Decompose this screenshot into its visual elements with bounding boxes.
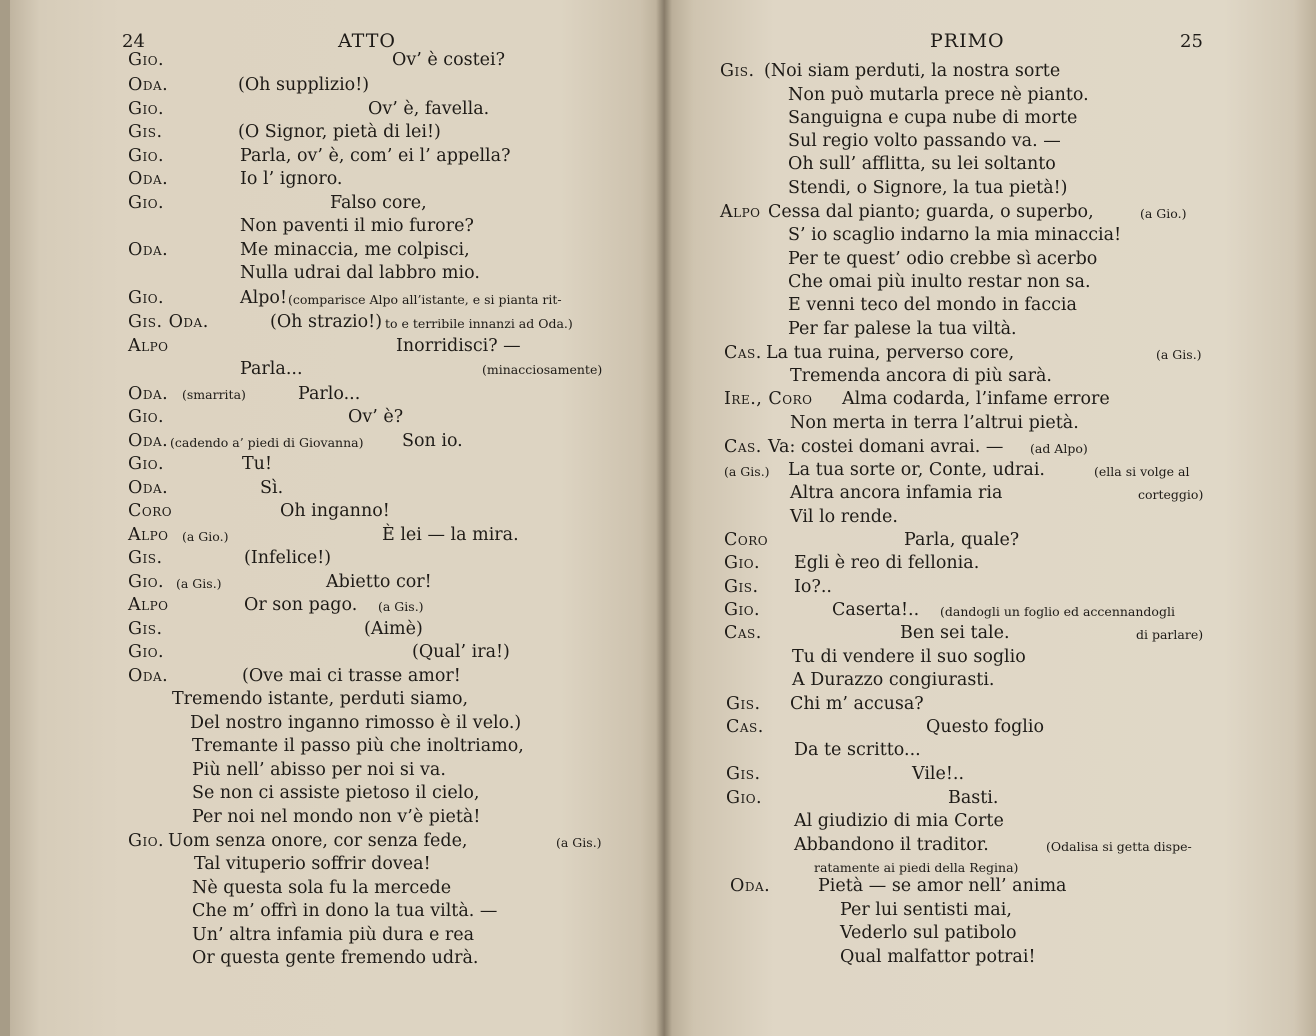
speaker-name: Gio.: [128, 99, 165, 119]
page-edge: [0, 0, 10, 1036]
dialogue-text: Questo foglio: [926, 717, 1045, 737]
dialogue-text: Oh inganno!: [280, 501, 390, 521]
dialogue-text: Or son pago.: [244, 595, 358, 615]
stage-direction: (minacciosamente): [482, 362, 603, 377]
speaker-name: Coro: [724, 530, 769, 550]
dialogue-text: (Oh supplizio!): [238, 75, 370, 95]
dialogue-text: Va: costei domani avrai. —: [768, 437, 1004, 457]
dialogue-text: (O Signor, pietà di lei!): [238, 122, 441, 142]
script-line: [720, 201, 761, 224]
stage-direction: (a Gio.): [1140, 206, 1187, 221]
dialogue-text: Alpo!: [240, 288, 288, 308]
dialogue-text: Nulla udrai dal labbro mio.: [240, 263, 480, 283]
dialogue-text: Al giudizio di mia Corte: [794, 811, 1004, 831]
speaker-name: Gio.: [128, 642, 165, 662]
speaker-name: Gio.: [128, 407, 165, 427]
script-line: [720, 60, 755, 83]
right-running-header: PRIMO: [930, 30, 1005, 52]
script-line: [128, 168, 168, 191]
dialogue-text: Chi m’ accusa?: [790, 694, 924, 714]
speaker-name: Oda.: [128, 384, 169, 404]
script-line: [128, 830, 164, 853]
left-page-number: 24: [122, 31, 145, 52]
dialogue-text: S’ io scaglio indarno la mia minaccia!: [788, 225, 1122, 245]
stage-direction: (a Gio.): [182, 529, 229, 544]
dialogue-text: Caserta!..: [832, 600, 920, 620]
script-line: [128, 49, 164, 72]
right-page: [664, 0, 1316, 1036]
stage-direction: (ad Alpo): [1030, 441, 1088, 456]
dialogue-text: Ov’ è costei?: [392, 50, 505, 70]
dialogue-text: Tu!: [242, 454, 272, 474]
speaker-name: Gio.: [128, 193, 165, 213]
script-line: [128, 524, 169, 547]
dialogue-text: Che omai più inulto restar non sa.: [788, 272, 1091, 292]
dialogue-text: Da te scritto...: [794, 740, 921, 760]
script-line: [128, 335, 169, 358]
speaker-name: Gio.: [724, 553, 761, 573]
script-line: [128, 500, 172, 523]
dialogue-text: Ov’ è?: [348, 407, 404, 427]
dialogue-text: Falso core,: [330, 193, 427, 213]
stage-direction: to e terribile innanzi ad Oda.): [385, 316, 573, 331]
script-line: [724, 599, 760, 622]
dialogue-text: Io?..: [794, 577, 832, 597]
script-line: [128, 239, 168, 262]
dialogue-text: Alma codarda, l’infame errore: [842, 389, 1110, 409]
script-line: [128, 430, 168, 453]
dialogue-text: Cessa dal pianto; guarda, o superbo,: [768, 202, 1094, 222]
stage-direction: (dandogli un foglio ed accennandogli: [940, 604, 1175, 619]
script-line: [724, 576, 759, 599]
dialogue-text: Sanguigna e cupa nube di morte: [788, 108, 1078, 128]
speaker-name: Cas.: [726, 717, 764, 737]
speaker-name: Gis.: [724, 577, 759, 597]
right-page-number: 25: [1180, 31, 1203, 52]
stage-direction: di parlare): [1136, 627, 1204, 642]
script-line: [128, 98, 164, 121]
script-line: [128, 383, 168, 406]
script-line: [128, 121, 163, 144]
speaker-name: Gis.: [726, 764, 761, 784]
dialogue-text: (Oh strazio!): [270, 312, 383, 332]
dialogue-text: Or questa gente fremendo udrà.: [192, 948, 479, 968]
dialogue-text: (Ove mai ci trasse amor!: [242, 666, 461, 686]
dialogue-text: Egli è reo di fellonia.: [794, 553, 980, 573]
script-line: [128, 571, 164, 594]
speaker-name: Alpo: [128, 595, 169, 615]
stage-direction: (cadendo a’ piedi di Giovanna): [170, 435, 364, 450]
script-line: [730, 875, 770, 898]
script-line: [726, 716, 764, 739]
script-line: [128, 287, 164, 310]
dialogue-text: Del nostro inganno rimosso è il velo.): [190, 713, 522, 733]
speaker-name: Ire., Coro: [724, 389, 813, 409]
dialogue-text: A Durazzo congiurasti.: [792, 670, 995, 690]
speaker-name: Alpo: [128, 525, 169, 545]
stage-direction: (a Gis.): [556, 835, 602, 850]
dialogue-text: Nè questa sola fu la mercede: [192, 878, 452, 898]
dialogue-text: Non può mutarla prece nè pianto.: [788, 85, 1089, 105]
script-line: [726, 693, 761, 716]
script-line: [128, 594, 169, 617]
dialogue-text: La tua ruina, perverso core,: [766, 343, 1015, 363]
dialogue-text: Sì.: [260, 478, 284, 498]
script-line: [128, 192, 164, 215]
dialogue-text: (Qual’ ira!): [412, 642, 510, 662]
speaker-name: Gis.: [726, 694, 761, 714]
dialogue-text: Che m’ offrì in dono la tua viltà. —: [192, 901, 498, 921]
script-line: [128, 453, 164, 476]
script-line: [128, 74, 168, 97]
dialogue-text: E venni teco del mondo in faccia: [788, 295, 1077, 315]
dialogue-text: È lei — la mira.: [382, 525, 519, 545]
dialogue-text: Basti.: [948, 788, 999, 808]
dialogue-text: Inorridisci? —: [396, 336, 521, 356]
speaker-name: Oda.: [128, 240, 169, 260]
speaker-name: Coro: [128, 501, 173, 521]
script-line: [128, 406, 164, 429]
dialogue-text: Pietà — se amor nell’ anima: [818, 876, 1067, 896]
speaker-name: Alpo: [720, 202, 761, 222]
dialogue-text: Parla, ov’ è, com’ ei l’ appella?: [240, 146, 511, 166]
dialogue-text: Tremenda ancora di più sarà.: [790, 366, 1052, 386]
dialogue-text: Abietto cor!: [326, 572, 432, 592]
stage-direction: (Odalisa si getta dispe-: [1046, 839, 1192, 854]
stage-direction: (a Gis.): [176, 576, 222, 591]
speaker-name: Oda.: [730, 876, 771, 896]
dialogue-text: Ben sei tale.: [900, 623, 1010, 643]
dialogue-text: Qual malfattor potrai!: [840, 947, 1036, 967]
speaker-name: Gis.: [128, 122, 163, 142]
dialogue-text: Per lui sentisti mai,: [840, 900, 1012, 920]
dialogue-text: Vil lo rende.: [790, 507, 898, 527]
speaker-name: Gio.: [724, 600, 761, 620]
speaker-name: Oda.: [128, 431, 169, 451]
dialogue-text: Vederlo sul patibolo: [840, 923, 1017, 943]
dialogue-text: (Noi siam perduti, la nostra sorte: [764, 61, 1061, 81]
dialogue-text: Per te quest’ odio crebbe sì acerbo: [788, 249, 1098, 269]
script-line: [726, 763, 761, 786]
book-gutter: [656, 0, 672, 1036]
speaker-name: Oda.: [128, 75, 169, 95]
speaker-name: Gis.: [720, 61, 755, 81]
speaker-name: Gis. Oda.: [128, 312, 209, 332]
dialogue-text: Stendi, o Signore, la tua pietà!): [788, 178, 1068, 198]
dialogue-text: Oh sull’ afflitta, su lei soltanto: [788, 154, 1056, 174]
speaker-name: Gio.: [128, 146, 165, 166]
stage-direction: corteggio): [1138, 487, 1204, 502]
speaker-name: Gis.: [128, 548, 163, 568]
script-line: [724, 622, 762, 645]
script-line: [724, 342, 762, 365]
dialogue-text: Io l’ ignoro.: [240, 169, 343, 189]
speaker-name: Cas.: [724, 437, 762, 457]
speaker-name: Oda.: [128, 169, 169, 189]
dialogue-text: Tremendo istante, perduti siamo,: [172, 689, 469, 709]
dialogue-text: Altra ancora infamia ria: [790, 483, 1003, 503]
dialogue-text: Tal vituperio soffrir dovea!: [194, 854, 431, 874]
dialogue-text: (Aimè): [364, 619, 423, 639]
stage-direction: (a Gis.): [724, 464, 770, 479]
speaker-name: Gio.: [128, 50, 165, 70]
dialogue-text: Più nell’ abisso per noi si va.: [192, 760, 446, 780]
dialogue-text: (Infelice!): [244, 548, 332, 568]
stage-direction: (a Gis.): [1156, 347, 1202, 362]
speaker-name: Gis.: [128, 619, 163, 639]
dialogue-text: Per far palese la tua viltà.: [788, 319, 1017, 339]
stage-direction: (a Gis.): [378, 599, 424, 614]
speaker-name: Gio.: [128, 831, 165, 851]
stage-direction: (smarrita): [182, 387, 246, 402]
dialogue-text: Parlo...: [298, 384, 361, 404]
speaker-name: Oda.: [128, 478, 169, 498]
dialogue-text: Abbandono il traditor.: [794, 835, 989, 855]
script-line: [724, 529, 768, 552]
script-line: [128, 311, 209, 334]
stage-direction: (ella si volge al: [1094, 464, 1190, 479]
speaker-name: Gio.: [128, 288, 165, 308]
dialogue-text: La tua sorte or, Conte, udrai.: [788, 460, 1045, 480]
speaker-name: Gio.: [726, 788, 763, 808]
speaker-name: Gio.: [128, 454, 165, 474]
dialogue-text: Uom senza onore, cor senza fede,: [168, 831, 468, 851]
dialogue-text: Ov’ è, favella.: [368, 99, 490, 119]
dialogue-text: Non merta in terra l’altrui pietà.: [790, 413, 1079, 433]
script-line: [128, 547, 163, 570]
script-line: [724, 552, 760, 575]
stage-direction: (comparisce Alpo all’istante, e si pianta rit-: [288, 292, 562, 307]
stage-direction: ratamente ai piedi della Regina): [814, 860, 1019, 875]
speaker-name: Gio.: [128, 572, 165, 592]
script-line: [724, 436, 762, 459]
speaker-name: Cas.: [724, 343, 762, 363]
dialogue-text: Son io.: [402, 431, 463, 451]
dialogue-text: Se non ci assiste pietoso il cielo,: [192, 783, 480, 803]
dialogue-text: Un’ altra infamia più dura e rea: [192, 925, 475, 945]
script-line: [128, 477, 168, 500]
dialogue-text: Me minaccia, me colpisci,: [240, 240, 470, 260]
dialogue-text: Tu di vendere il suo soglio: [792, 647, 1026, 667]
dialogue-text: Per noi nel mondo non v’è pietà!: [192, 807, 481, 827]
dialogue-text: Parla, quale?: [904, 530, 1020, 550]
dialogue-text: Non paventi il mio furore?: [240, 216, 474, 236]
script-line: [128, 145, 164, 168]
script-line: [128, 641, 164, 664]
speaker-name: Oda.: [128, 666, 169, 686]
dialogue-text: Sul regio volto passando va. —: [788, 131, 1061, 151]
speaker-name: Cas.: [724, 623, 762, 643]
dialogue-text: Tremante il passo più che inoltriamo,: [192, 736, 524, 756]
script-line: [128, 618, 163, 641]
dialogue-text: Parla...: [240, 359, 303, 379]
script-line: [726, 787, 762, 810]
left-running-header: ATTO: [338, 30, 396, 52]
speaker-name: Alpo: [128, 336, 169, 356]
dialogue-text: Vile!..: [912, 764, 965, 784]
script-line: [128, 665, 168, 688]
script-line: [724, 388, 813, 411]
